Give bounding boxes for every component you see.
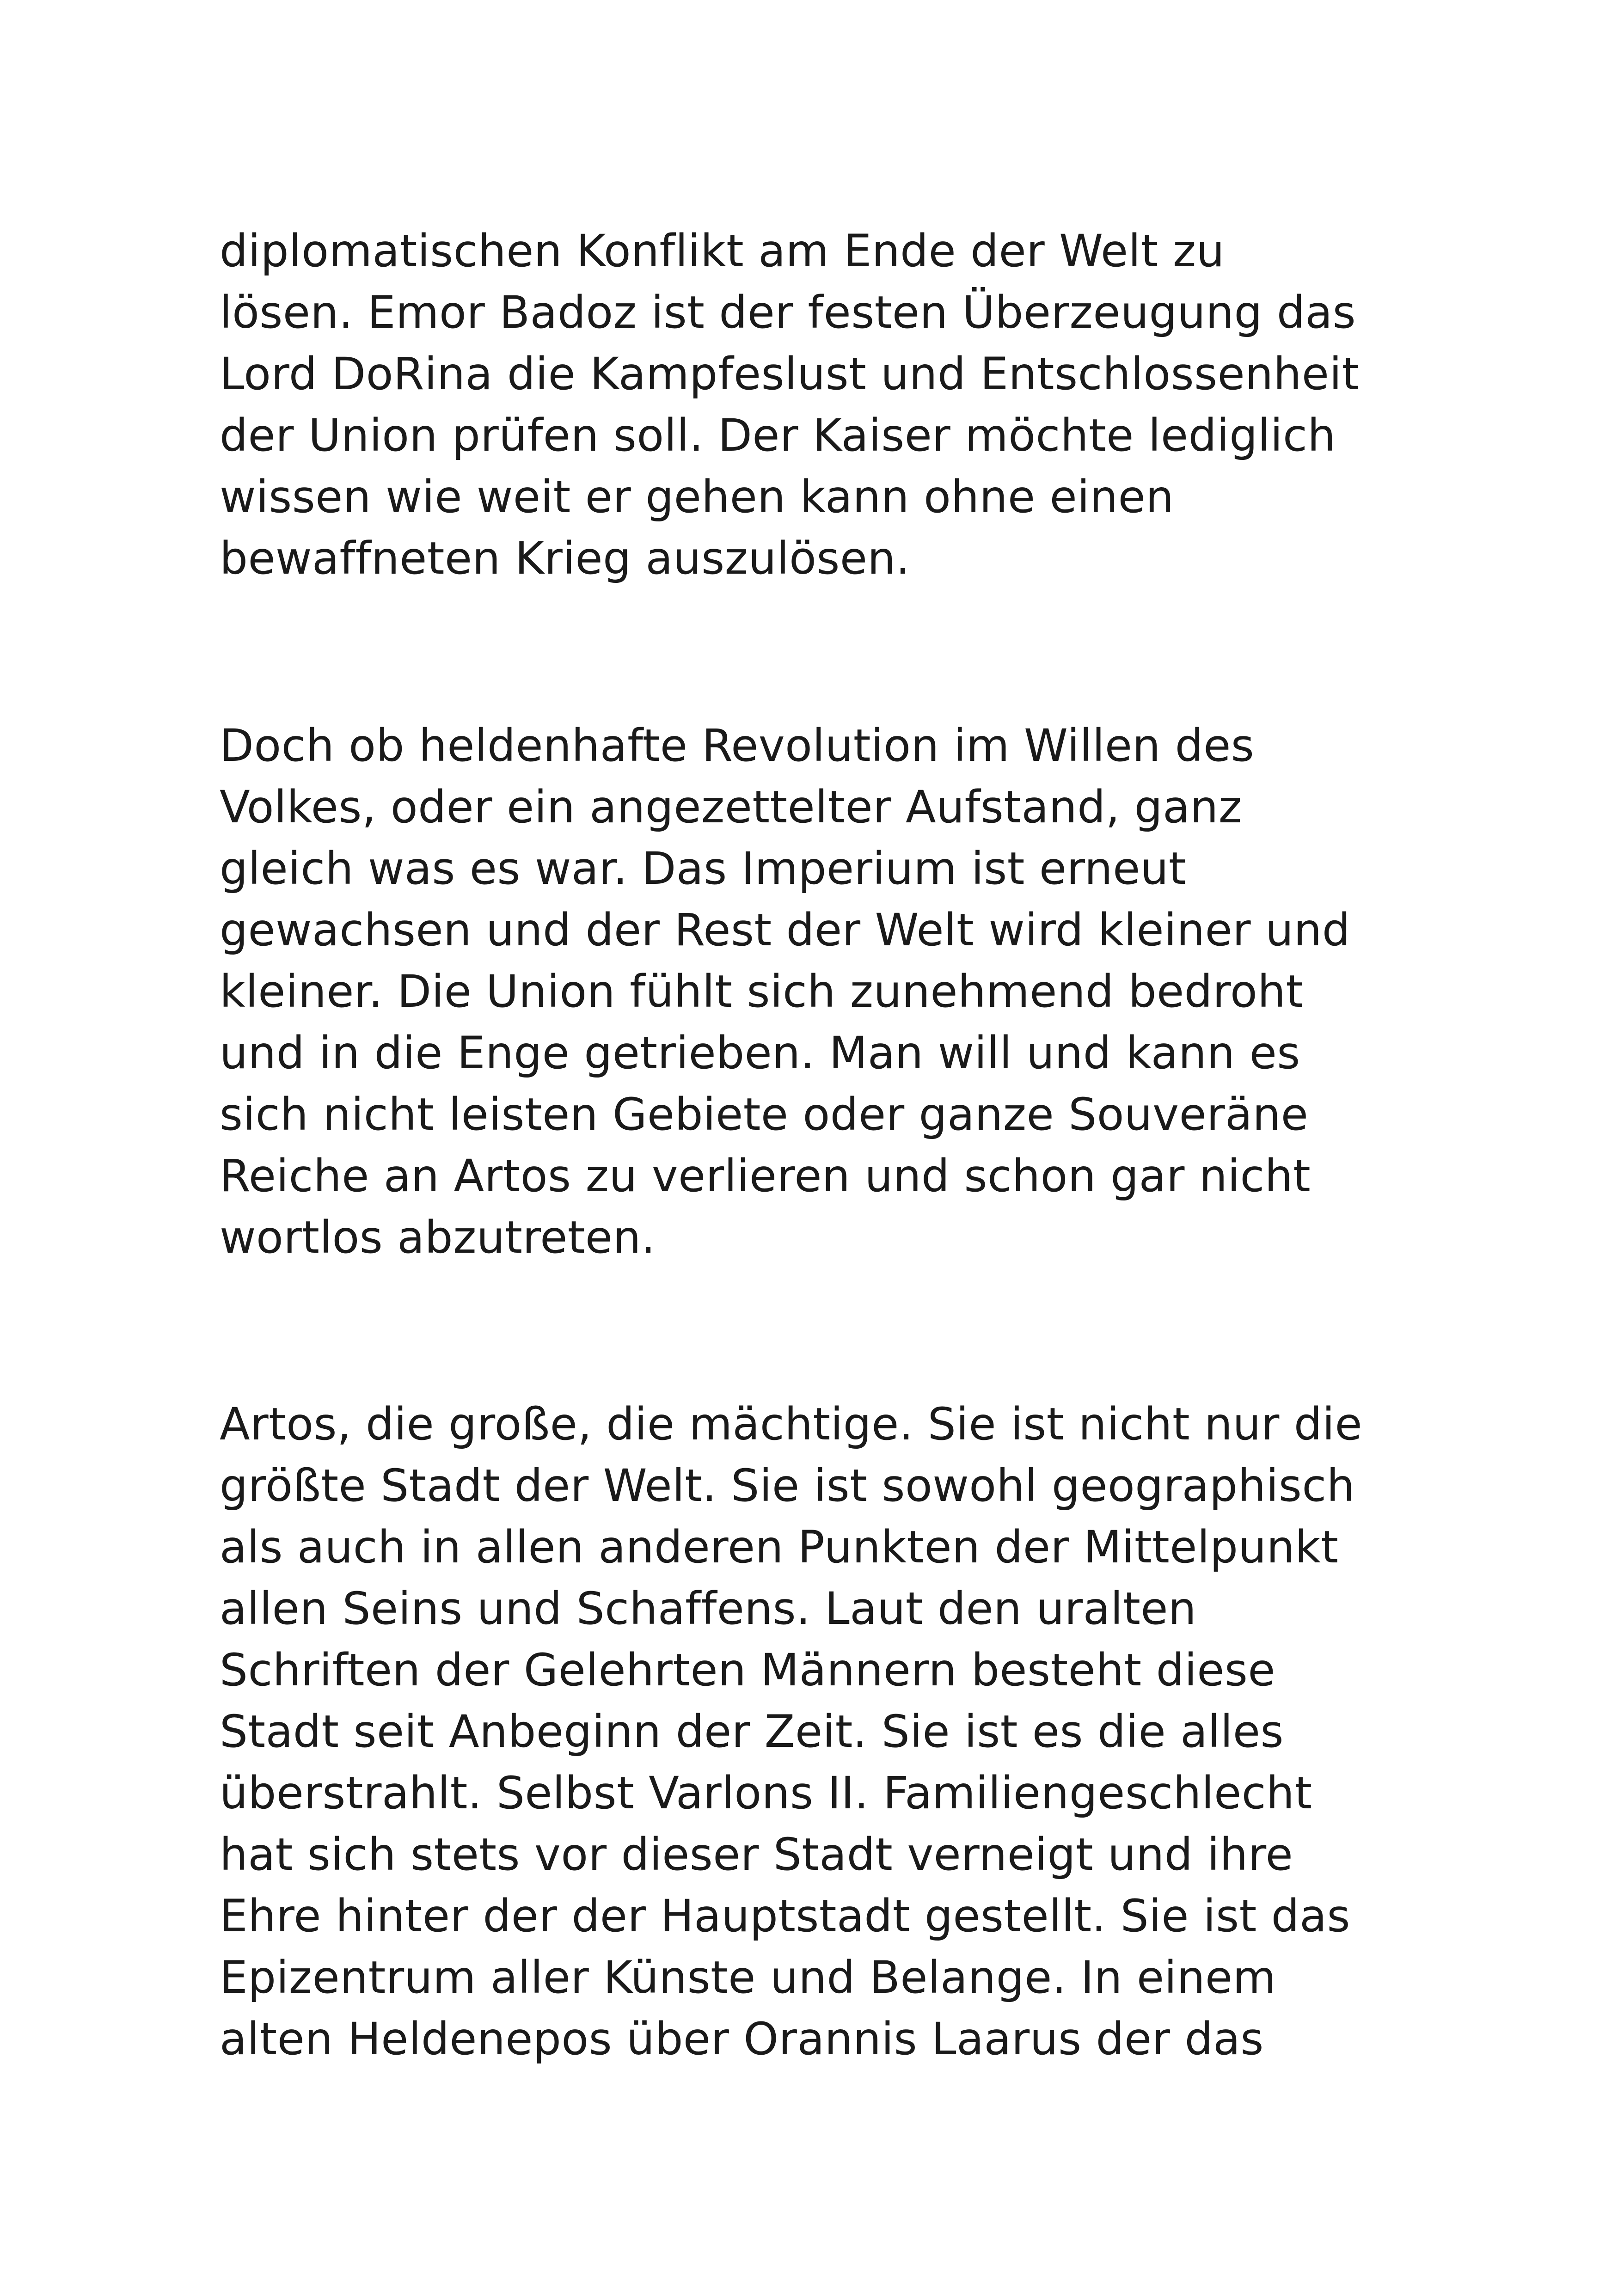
- text-line: wortlos abzutreten.: [220, 1212, 656, 1263]
- text-line: gleich was es war. Das Imperium ist erneut: [220, 843, 1187, 894]
- text-line: Doch ob heldenhafte Revolution im Willen des: [220, 720, 1255, 771]
- text-line: als auch in allen anderen Punkten der Mittelpunkt: [220, 1521, 1339, 1573]
- text-line: alten Heldenepos über Orannis Laarus der das: [220, 2013, 1264, 2065]
- text-line: und in die Enge getrieben. Man will und kann es: [220, 1027, 1300, 1079]
- text-line: kleiner. Die Union fühlt sich zunehmend bedroht: [220, 966, 1304, 1017]
- text-line: Volkes, oder ein angezettelter Aufstand, ganz: [220, 781, 1242, 833]
- text-line: bewaffneten Krieg auszulösen.: [220, 533, 910, 584]
- text-line: gewachsen und der Rest der Welt wird kleiner und: [220, 904, 1351, 956]
- text-line: Stadt seit Anbeginn der Zeit. Sie ist es die alles: [220, 1706, 1284, 1757]
- text-line: allen Seins und Schaffens. Laut den uralten: [220, 1583, 1197, 1635]
- paragraph-3: [220, 1394, 1560, 2070]
- text-line: Ehre hinter der der Hauptstadt gestellt. Sie ist das: [220, 1890, 1351, 1942]
- text-line: Schriften der Gelehrten Männern besteht diese: [220, 1644, 1275, 1696]
- text-line: sich nicht leisten Gebiete oder ganze Souveräne: [220, 1089, 1309, 1140]
- paragraph-2: [220, 715, 1560, 1268]
- text-line: lösen. Emor Badoz ist der festen Überzeugung das: [220, 287, 1356, 338]
- text-line: Lord DoRina die Kampfeslust und Entschlossenheit: [220, 348, 1360, 400]
- text-line: Artos, die große, die mächtige. Sie ist nicht nur die: [220, 1398, 1363, 1450]
- text-line: überstrahlt. Selbst Varlons II. Familiengeschlecht: [220, 1767, 1312, 1819]
- text-line: Reiche an Artos zu verlieren und schon gar nicht: [220, 1150, 1311, 1202]
- text-line: Epizentrum aller Künste und Belange. In einem: [220, 1952, 1276, 2003]
- text-line: größte Stadt der Welt. Sie ist sowohl geographisch: [220, 1460, 1355, 1512]
- text-line: wissen wie weit er gehen kann ohne einen: [220, 471, 1174, 523]
- paragraph-1: [220, 220, 1560, 589]
- text-line: hat sich stets vor dieser Stadt verneigt und ihre: [220, 1829, 1293, 1880]
- text-line: diplomatischen Konflikt am Ende der Welt zu: [220, 225, 1225, 277]
- text-line: der Union prüfen soll. Der Kaiser möchte lediglich: [220, 410, 1336, 461]
